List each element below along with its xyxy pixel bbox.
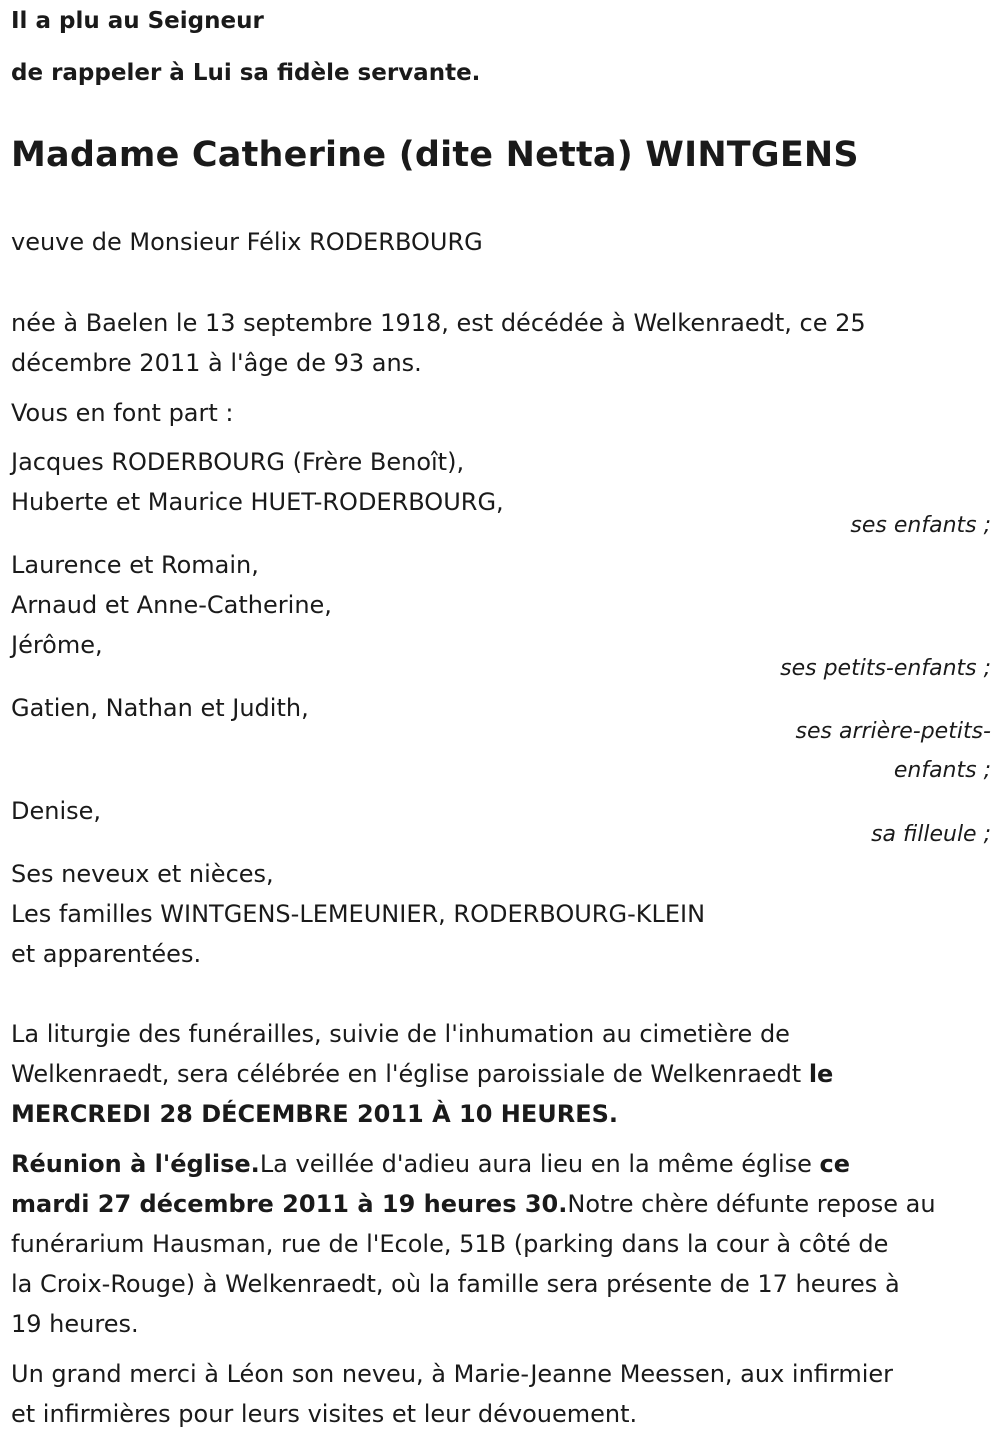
- child-name: Huberte et Maurice HUET-RODERBOURG,: [11, 488, 504, 516]
- liturgy-line-1: La liturgie des funérailles, suivie de l'inhumation au cimetière de: [11, 1020, 790, 1048]
- child-name: Jacques RODERBOURG (Frère Benoît),: [11, 448, 465, 476]
- thanks-line-1: Un grand merci à Léon son neveu, à Marie-Jeanne Meessen, aux infirmier: [11, 1360, 894, 1388]
- liturgy-date-time: MERCREDI 28 DÉCEMBRE 2011 À 10 HEURES.: [11, 1100, 619, 1128]
- great-grandchildren-role-line-1: ses arrière-petits-: [795, 719, 991, 744]
- goddaughter-role: sa filleule ;: [871, 822, 991, 847]
- thanks-line-2: et infirmières pour leurs visites et leur dévouement.: [11, 1400, 638, 1428]
- grandchild-name: Jérôme,: [11, 631, 103, 659]
- relatives-line: et apparentées.: [11, 940, 202, 968]
- reunion-text: Réunion à l'église.: [11, 1150, 260, 1178]
- thanks-info: [11, 1354, 991, 1434]
- vigil-date-time: mardi 27 décembre 2011 à 19 heures 30.: [11, 1190, 568, 1218]
- liturgy-info: [11, 1014, 991, 1134]
- grandchild-name: Arnaud et Anne-Catherine,: [11, 591, 332, 619]
- vigil-text-1: La veillée d'adieu aura lieu en la même église: [259, 1150, 820, 1178]
- deceased-name: Madame Catherine (dite Netta) WINTGENS: [11, 135, 859, 175]
- goddaughter-name: Denise,: [11, 797, 102, 825]
- great-grandchild-name: Gatien, Nathan et Judith,: [11, 694, 309, 722]
- grandchild-name: Laurence et Romain,: [11, 551, 259, 579]
- relatives-line: Ses neveux et nièces,: [11, 860, 274, 888]
- widow-of: veuve de Monsieur Félix RODERBOURG: [11, 228, 483, 256]
- vigil-line-1: [11, 1144, 991, 1184]
- birth-death-line-1: née à Baelen le 13 septembre 1918, est décédée à Welkenraedt, ce 25: [11, 309, 866, 337]
- vigil-line-2: [11, 1184, 991, 1224]
- vigil-bold-1: ce: [819, 1150, 851, 1178]
- relatives-line: Les familles WINTGENS-LEMEUNIER, RODERBOURG-KLEIN: [11, 900, 706, 928]
- intro-line-1: Il a plu au Seigneur: [11, 8, 264, 34]
- vigil-line-5: 19 heures.: [11, 1310, 139, 1338]
- liturgy-line-2-text: Welkenraedt, sera célébrée en l'église paroissiale de Welkenraedt: [11, 1060, 809, 1088]
- vigil-line-3: funérarium Hausman, rue de l'Ecole, 51B (parking dans la cour à côté de: [11, 1230, 889, 1258]
- vigil-text-2: Notre chère défunte repose au: [567, 1190, 936, 1218]
- birth-death-line-2: décembre 2011 à l'âge de 93 ans.: [11, 349, 422, 377]
- great-grandchildren-role: [796, 712, 991, 790]
- grandchildren-names: [11, 545, 991, 665]
- relatives: [11, 854, 991, 974]
- vigil-line-4: la Croix-Rouge) à Welkenraedt, où la famille sera présente de 17 heures à: [11, 1270, 900, 1298]
- great-grandchildren-role-line-2: enfants ;: [893, 758, 991, 783]
- announce: Vous en font part :: [11, 399, 234, 427]
- liturgy-line-2-bold: le: [808, 1060, 834, 1088]
- intro-line-2: de rappeler à Lui sa fidèle servante.: [11, 60, 481, 86]
- vigil-info: [11, 1144, 991, 1344]
- liturgy-line-2: [11, 1054, 991, 1094]
- goddaughter-names: [11, 791, 991, 831]
- children-names: [11, 442, 991, 522]
- children-role: ses enfants ;: [850, 513, 991, 538]
- birth-death-info: [11, 303, 991, 383]
- grandchildren-role: ses petits-enfants ;: [780, 656, 991, 681]
